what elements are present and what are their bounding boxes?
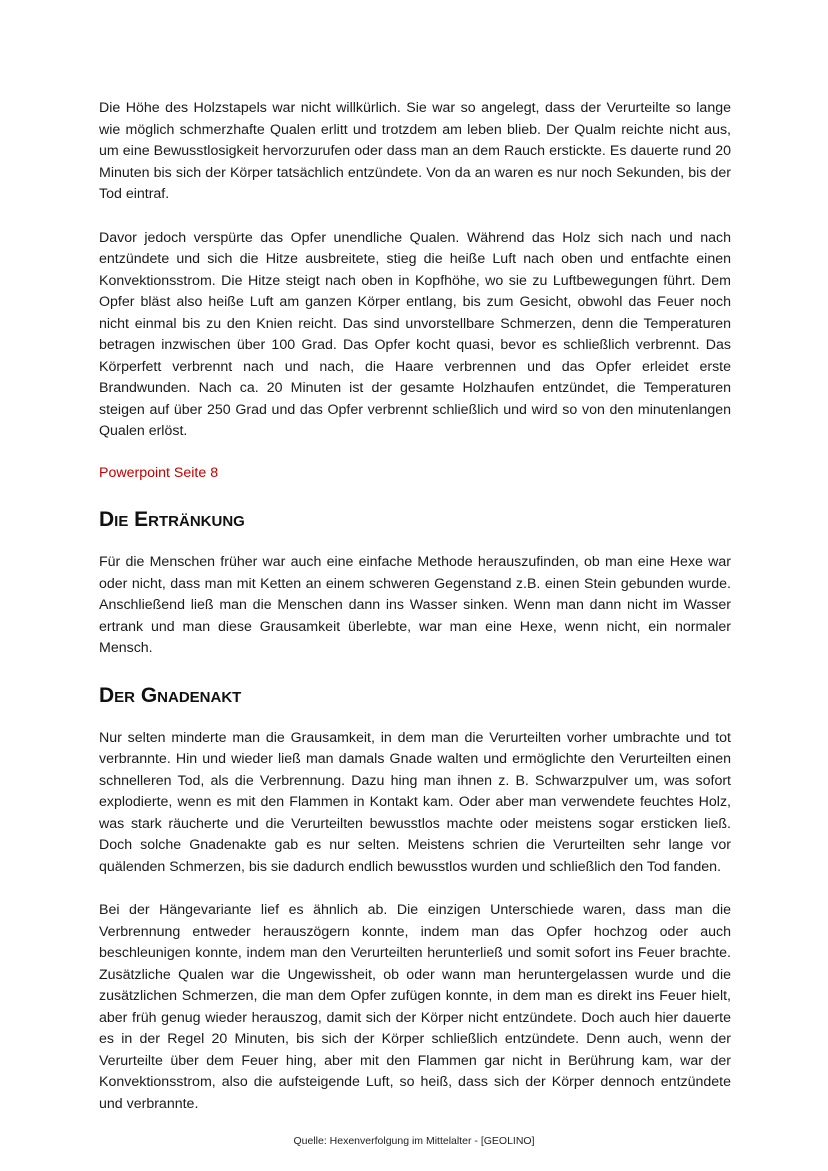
- heading-gnadenakt: Der Gnadenakt: [99, 683, 242, 707]
- source-footer: Quelle: Hexenverfolgung im Mittelalter - [GEOLINO]: [293, 1135, 535, 1147]
- paragraph-mercy: Nur selten minderte man die Grausamkeit, in dem man die Verurteilten vorher umbrachte und tot verbrannte. Hin und wieder ließ man damals Gnade walten und ermöglichte den Verurteilten einen schnelleren Tod, als die Verbrennung. Dazu hing man ihnen z. B. Schwarzpulver um, was sofort explodierte, wenn es mit den Flammen in Kontakt kam. Oder aber man verwendete feuchtes Holz, was stark räucherte und die Verurteilten bewusstlos machte oder meistens sogar ersticken ließ. Doch solche Gnadenakte gab es nur selten. Meistens schrien die Verurteilten sehr lange vor quälenden Schmerzen, bis sie dadurch endlich bewusstlos wurden und schließlich den Tod fanden.: [99, 729, 731, 875]
- section-spacer: [99, 534, 731, 552]
- section-spacer: [99, 484, 731, 506]
- paragraph-convection: Davor jedoch verspürte das Opfer unendliche Qualen. Während das Holz sich nach und nach entzündete und sich die Hitze ausbreitete, stieg die heiße Luft nach oben und entfachte einen Konvektionsstrom. Die Hitze steigt nach oben in Kopfhöhe, wo sie zu Luftbewegungen führt. Dem Opfer bläst also heiße Luft am ganzen Körper entlang, bis zum Gesicht, obwohl das Feuer noch nicht einmal bis zu den Knien reicht. Das sind unvorstellbare Schmerzen, denn die Temperaturen betragen inzwischen über 100 Grad. Das Opfer kocht quasi, bevor es schließlich verbrennt. Das Körperfett verbrennt nach und nach, die Haare verbrennen und das Opfer erleidet erste Brandwunden. Nach ca. 20 Minuten ist der gesamte Holzhaufen entzündet, die Temperaturen steigen auf über 250 Grad und das Opfer verbrennt schließlich und wird so von den minutenlangen Qualen erlöst.: [99, 229, 731, 439]
- powerpoint-reference: Powerpoint Seite 8: [99, 464, 219, 481]
- document-body: [99, 98, 731, 1115]
- paragraph-spacer: [99, 206, 731, 228]
- paragraph-spacer: [99, 443, 731, 463]
- paragraph-hanging-variant: Bei der Hängevariante lief es ähnlich ab. Die einzigen Unterschiede waren, dass man die Verbrennung entweder herauszögern konnte, indem man das Opfer hochzog oder auch beschleunigen konnte, indem man den Verurteilten herunterließ und somit sofort ins Feuer brachte. Zusätzliche Qualen war die Ungewissheit, ob oder wann man heruntergelassen wurde und die zusätzlichen Schmerzen, die man dem Opfer zufügen konnte, in dem man es direkt ins Feuer hielt, aber früh genug wieder herauszog, damit sich der Körper nicht entzündete. Doch auch hier dauerte es in der Regel 20 Minuten, bis sich der Körper schließlich entzündete. Denn auch, wenn der Verurteilte über dem Feuer hing, aber mit den Flammen gar nicht in Berührung kam, war der Konvektionsstrom, also die aufsteigende Luft, so heiß, dass sich der Körper dennoch entzündete und verbrannte.: [99, 902, 731, 1112]
- paragraph-spacer: [99, 878, 731, 900]
- paragraph-stake-height: Die Höhe des Holzstapels war nicht willkürlich. Sie war so angelegt, dass der Verurteilte so lange wie möglich schmerzhafte Qualen erlitt und trotzdem am leben blieb. Der Qualm reichte nicht aus, um eine Bewusstlosigkeit hervorzurufen oder dass man an dem Rauch erstickte. Es dauerte rund 20 Minuten bis sich der Körper tatsächlich entzündete. Von da an waren es nur noch Sekunden, bis der Tod eintraf.: [99, 100, 731, 202]
- section-spacer: [99, 710, 731, 728]
- paragraph-drowning: Für die Menschen früher war auch eine einfache Methode herauszufinden, ob man eine Hexe war oder nicht, dass man mit Ketten an einem schweren Gegenstand z.B. einen Stein gebunden wurde. Anschließend ließ man die Menschen dann ins Wasser sinken. Wenn man dann nicht im Wasser ertrank und man diese Grausamkeit überlebte, war man eine Hexe, wenn nicht, ein normaler Mensch.: [99, 554, 731, 656]
- section-spacer: [99, 660, 731, 682]
- heading-ertraenkung: Die Ertränkung: [99, 508, 245, 531]
